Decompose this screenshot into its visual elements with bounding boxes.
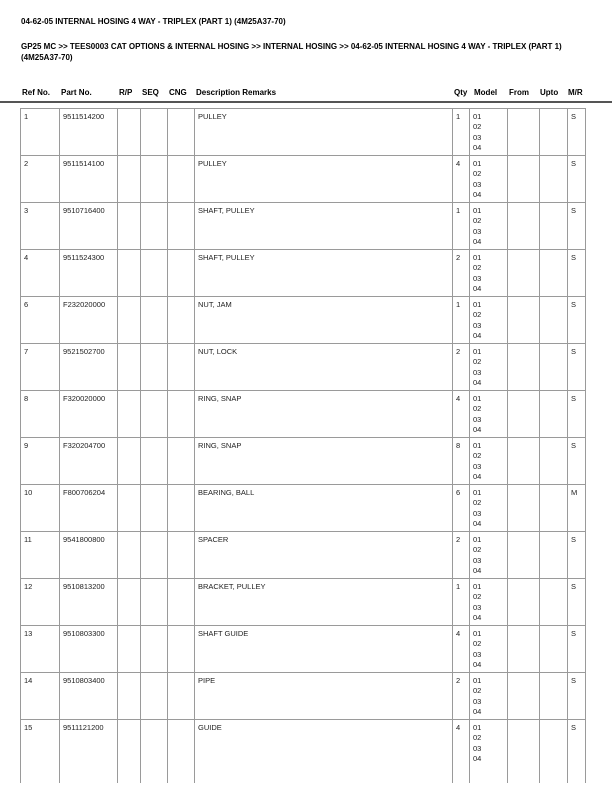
from-cell bbox=[508, 579, 540, 626]
cng-cell bbox=[168, 438, 195, 485]
description-cell: BEARING, BALL bbox=[195, 485, 453, 532]
col-seq: SEQ bbox=[142, 88, 159, 97]
rp-cell bbox=[118, 673, 141, 720]
upto-cell bbox=[540, 297, 568, 344]
model-code: 03 bbox=[473, 743, 482, 753]
cng-cell bbox=[168, 626, 195, 673]
cng-cell bbox=[168, 203, 195, 250]
model-code: 02 bbox=[473, 169, 482, 179]
rp-cell bbox=[118, 250, 141, 297]
model-code: 02 bbox=[473, 122, 482, 132]
model-code: 03 bbox=[473, 696, 482, 706]
seq-cell bbox=[141, 579, 168, 626]
model-code: 04 bbox=[473, 659, 482, 669]
qty-cell: 6 bbox=[453, 485, 470, 532]
upto-cell bbox=[540, 626, 568, 673]
cng-cell bbox=[168, 297, 195, 344]
model-cell bbox=[470, 438, 508, 485]
model-cell bbox=[470, 344, 508, 391]
mr-cell: S bbox=[568, 297, 586, 344]
rp-cell bbox=[118, 344, 141, 391]
model-code: 01 bbox=[473, 582, 482, 591]
cng-cell bbox=[168, 344, 195, 391]
description-cell: SHAFT, PULLEY bbox=[195, 250, 453, 297]
model-code: 03 bbox=[473, 414, 482, 424]
table-row bbox=[21, 438, 586, 485]
parts-table bbox=[20, 108, 586, 783]
ref-cell: 6 bbox=[21, 297, 60, 344]
model-code: 02 bbox=[473, 686, 482, 696]
ref-cell: 1 bbox=[21, 109, 60, 156]
breadcrumb: GP25 MC >> TEES0003 CAT OPTIONS & INTERNAL HOSING >> INTERNAL HOSING >> 04-62-05 INTERNAL HOSING 4 WAY - TRIPLEX (PART 1) (4M25A37-70) bbox=[21, 42, 562, 62]
from-cell bbox=[508, 344, 540, 391]
qty-cell: 1 bbox=[453, 297, 470, 344]
qty-cell: 4 bbox=[453, 156, 470, 203]
upto-cell bbox=[540, 391, 568, 438]
seq-cell bbox=[141, 626, 168, 673]
seq-cell bbox=[141, 344, 168, 391]
model-code: 04 bbox=[473, 471, 482, 481]
mr-cell: S bbox=[568, 626, 586, 673]
part-no-cell: 9511121200 bbox=[60, 720, 118, 784]
model-code: 02 bbox=[473, 263, 482, 273]
model-code: 03 bbox=[473, 226, 482, 236]
model-code: 01 bbox=[473, 206, 482, 215]
mr-cell: S bbox=[568, 203, 586, 250]
col-mr: M/R bbox=[568, 88, 583, 97]
col-ref: Ref No. bbox=[22, 88, 50, 97]
model-cell bbox=[470, 391, 508, 438]
model-code: 01 bbox=[473, 300, 482, 309]
model-code: 02 bbox=[473, 733, 482, 743]
description-cell: RING, SNAP bbox=[195, 391, 453, 438]
mr-cell: S bbox=[568, 673, 586, 720]
table-row bbox=[21, 579, 586, 626]
cng-cell bbox=[168, 720, 195, 784]
seq-cell bbox=[141, 391, 168, 438]
seq-cell bbox=[141, 250, 168, 297]
ref-cell: 15 bbox=[21, 720, 60, 784]
table-row bbox=[21, 391, 586, 438]
table-row bbox=[21, 344, 586, 391]
ref-cell: 9 bbox=[21, 438, 60, 485]
model-code: 04 bbox=[473, 283, 482, 293]
rp-cell bbox=[118, 109, 141, 156]
mr-cell: S bbox=[568, 391, 586, 438]
model-code: 04 bbox=[473, 236, 482, 246]
model-code: 04 bbox=[473, 518, 482, 528]
mr-cell: S bbox=[568, 156, 586, 203]
model-code: 01 bbox=[473, 394, 482, 403]
col-upto: Upto bbox=[540, 88, 559, 97]
part-no-cell: 9510803400 bbox=[60, 673, 118, 720]
model-cell bbox=[470, 720, 508, 784]
table-row bbox=[21, 626, 586, 673]
seq-cell bbox=[141, 297, 168, 344]
rp-cell bbox=[118, 532, 141, 579]
rp-cell bbox=[118, 391, 141, 438]
col-desc: Description Remarks bbox=[196, 88, 277, 97]
model-code: 01 bbox=[473, 488, 482, 497]
description-cell: NUT, LOCK bbox=[195, 344, 453, 391]
model-code: 02 bbox=[473, 357, 482, 367]
part-no-cell: 9521502700 bbox=[60, 344, 118, 391]
model-code: 03 bbox=[473, 649, 482, 659]
description-cell: PULLEY bbox=[195, 156, 453, 203]
rp-cell bbox=[118, 626, 141, 673]
model-code: 04 bbox=[473, 330, 482, 340]
ref-cell: 2 bbox=[21, 156, 60, 203]
header-divider bbox=[0, 101, 612, 103]
table-row bbox=[21, 109, 586, 156]
col-model: Model bbox=[474, 88, 498, 97]
from-cell bbox=[508, 391, 540, 438]
model-cell bbox=[470, 250, 508, 297]
model-cell bbox=[470, 579, 508, 626]
model-code: 04 bbox=[473, 424, 482, 434]
upto-cell bbox=[540, 203, 568, 250]
description-cell: PIPE bbox=[195, 673, 453, 720]
page-title: 04-62-05 INTERNAL HOSING 4 WAY - TRIPLEX (PART 1) (4M25A37-70) bbox=[21, 17, 286, 26]
ref-cell: 3 bbox=[21, 203, 60, 250]
mr-cell: S bbox=[568, 532, 586, 579]
cng-cell bbox=[168, 673, 195, 720]
col-qty: Qty bbox=[454, 88, 468, 97]
from-cell bbox=[508, 250, 540, 297]
cng-cell bbox=[168, 109, 195, 156]
upto-cell bbox=[540, 438, 568, 485]
qty-cell: 2 bbox=[453, 344, 470, 391]
qty-cell: 2 bbox=[453, 532, 470, 579]
from-cell bbox=[508, 720, 540, 784]
seq-cell bbox=[141, 532, 168, 579]
table-row bbox=[21, 532, 586, 579]
rp-cell bbox=[118, 438, 141, 485]
ref-cell: 14 bbox=[21, 673, 60, 720]
upto-cell bbox=[540, 673, 568, 720]
ref-cell: 12 bbox=[21, 579, 60, 626]
qty-cell: 8 bbox=[453, 438, 470, 485]
ref-cell: 8 bbox=[21, 391, 60, 438]
ref-cell: 13 bbox=[21, 626, 60, 673]
model-code: 02 bbox=[473, 310, 482, 320]
description-cell: SHAFT, PULLEY bbox=[195, 203, 453, 250]
table-row bbox=[21, 673, 586, 720]
qty-cell: 2 bbox=[453, 673, 470, 720]
col-cng: CNG bbox=[169, 88, 187, 97]
model-code: 03 bbox=[473, 132, 482, 142]
part-no-cell: 9511524300 bbox=[60, 250, 118, 297]
cng-cell bbox=[168, 532, 195, 579]
part-no-cell: 9510813200 bbox=[60, 579, 118, 626]
description-cell: SPACER bbox=[195, 532, 453, 579]
mr-cell: S bbox=[568, 438, 586, 485]
part-no-cell: F320204700 bbox=[60, 438, 118, 485]
part-no-cell: F320020000 bbox=[60, 391, 118, 438]
rp-cell bbox=[118, 485, 141, 532]
from-cell bbox=[508, 438, 540, 485]
rp-cell bbox=[118, 297, 141, 344]
cng-cell bbox=[168, 156, 195, 203]
table-row bbox=[21, 485, 586, 532]
model-code: 03 bbox=[473, 555, 482, 565]
model-code: 04 bbox=[473, 565, 482, 575]
mr-cell: S bbox=[568, 109, 586, 156]
qty-cell: 1 bbox=[453, 203, 470, 250]
description-cell: RING, SNAP bbox=[195, 438, 453, 485]
from-cell bbox=[508, 532, 540, 579]
ref-cell: 10 bbox=[21, 485, 60, 532]
cng-cell bbox=[168, 250, 195, 297]
model-code: 03 bbox=[473, 273, 482, 283]
rp-cell bbox=[118, 720, 141, 784]
model-code: 03 bbox=[473, 602, 482, 612]
qty-cell: 4 bbox=[453, 720, 470, 784]
seq-cell bbox=[141, 109, 168, 156]
model-cell bbox=[470, 203, 508, 250]
model-cell bbox=[470, 626, 508, 673]
part-no-cell: 9510716400 bbox=[60, 203, 118, 250]
seq-cell bbox=[141, 673, 168, 720]
mr-cell: M bbox=[568, 485, 586, 532]
rp-cell bbox=[118, 203, 141, 250]
from-cell bbox=[508, 203, 540, 250]
model-code: 01 bbox=[473, 535, 482, 544]
rp-cell bbox=[118, 579, 141, 626]
mr-cell: S bbox=[568, 720, 586, 784]
part-no-cell: 9511514100 bbox=[60, 156, 118, 203]
upto-cell bbox=[540, 109, 568, 156]
part-no-cell: 9511514200 bbox=[60, 109, 118, 156]
description-cell: BRACKET, PULLEY bbox=[195, 579, 453, 626]
model-code: 04 bbox=[473, 706, 482, 716]
part-no-cell: 9541800800 bbox=[60, 532, 118, 579]
part-no-cell: 9510803300 bbox=[60, 626, 118, 673]
part-no-cell: F800706204 bbox=[60, 485, 118, 532]
cng-cell bbox=[168, 391, 195, 438]
model-code: 03 bbox=[473, 179, 482, 189]
model-code: 01 bbox=[473, 723, 482, 732]
model-code: 04 bbox=[473, 753, 482, 763]
cng-cell bbox=[168, 485, 195, 532]
model-code: 01 bbox=[473, 112, 482, 121]
model-cell bbox=[470, 156, 508, 203]
model-code: 04 bbox=[473, 612, 482, 622]
model-code: 02 bbox=[473, 639, 482, 649]
seq-cell bbox=[141, 720, 168, 784]
model-code: 02 bbox=[473, 451, 482, 461]
description-cell: SHAFT GUIDE bbox=[195, 626, 453, 673]
model-code: 03 bbox=[473, 508, 482, 518]
seq-cell bbox=[141, 438, 168, 485]
upto-cell bbox=[540, 250, 568, 297]
model-code: 04 bbox=[473, 377, 482, 387]
ref-cell: 11 bbox=[21, 532, 60, 579]
model-code: 01 bbox=[473, 441, 482, 450]
from-cell bbox=[508, 297, 540, 344]
from-cell bbox=[508, 109, 540, 156]
rp-cell bbox=[118, 156, 141, 203]
part-no-cell: F232020000 bbox=[60, 297, 118, 344]
model-code: 02 bbox=[473, 498, 482, 508]
model-code: 01 bbox=[473, 347, 482, 356]
model-cell bbox=[470, 485, 508, 532]
model-code: 04 bbox=[473, 142, 482, 152]
model-code: 02 bbox=[473, 545, 482, 555]
qty-cell: 4 bbox=[453, 391, 470, 438]
ref-cell: 4 bbox=[21, 250, 60, 297]
cng-cell bbox=[168, 579, 195, 626]
seq-cell bbox=[141, 203, 168, 250]
col-rp: R/P bbox=[119, 88, 133, 97]
model-code: 03 bbox=[473, 320, 482, 330]
table-row bbox=[21, 297, 586, 344]
mr-cell: S bbox=[568, 250, 586, 297]
qty-cell: 1 bbox=[453, 109, 470, 156]
qty-cell: 2 bbox=[453, 250, 470, 297]
model-code: 02 bbox=[473, 592, 482, 602]
description-cell: NUT, JAM bbox=[195, 297, 453, 344]
seq-cell bbox=[141, 156, 168, 203]
model-code: 04 bbox=[473, 189, 482, 199]
model-cell bbox=[470, 297, 508, 344]
upto-cell bbox=[540, 485, 568, 532]
model-cell bbox=[470, 673, 508, 720]
table-row bbox=[21, 720, 586, 784]
mr-cell: S bbox=[568, 344, 586, 391]
model-cell bbox=[470, 532, 508, 579]
model-code: 01 bbox=[473, 253, 482, 262]
ref-cell: 7 bbox=[21, 344, 60, 391]
description-cell: PULLEY bbox=[195, 109, 453, 156]
mr-cell: S bbox=[568, 579, 586, 626]
seq-cell bbox=[141, 485, 168, 532]
upto-cell bbox=[540, 532, 568, 579]
model-code: 01 bbox=[473, 159, 482, 168]
qty-cell: 1 bbox=[453, 579, 470, 626]
from-cell bbox=[508, 673, 540, 720]
model-code: 03 bbox=[473, 461, 482, 471]
model-code: 02 bbox=[473, 404, 482, 414]
from-cell bbox=[508, 156, 540, 203]
col-from: From bbox=[509, 88, 529, 97]
upto-cell bbox=[540, 344, 568, 391]
from-cell bbox=[508, 626, 540, 673]
col-part: Part No. bbox=[61, 88, 92, 97]
model-cell bbox=[470, 109, 508, 156]
table-row bbox=[21, 156, 586, 203]
model-code: 01 bbox=[473, 629, 482, 638]
table-row bbox=[21, 250, 586, 297]
description-cell: GUIDE bbox=[195, 720, 453, 784]
model-code: 01 bbox=[473, 676, 482, 685]
table-row bbox=[21, 203, 586, 250]
upto-cell bbox=[540, 156, 568, 203]
upto-cell bbox=[540, 720, 568, 784]
qty-cell: 4 bbox=[453, 626, 470, 673]
model-code: 03 bbox=[473, 367, 482, 377]
model-code: 02 bbox=[473, 216, 482, 226]
upto-cell bbox=[540, 579, 568, 626]
from-cell bbox=[508, 485, 540, 532]
